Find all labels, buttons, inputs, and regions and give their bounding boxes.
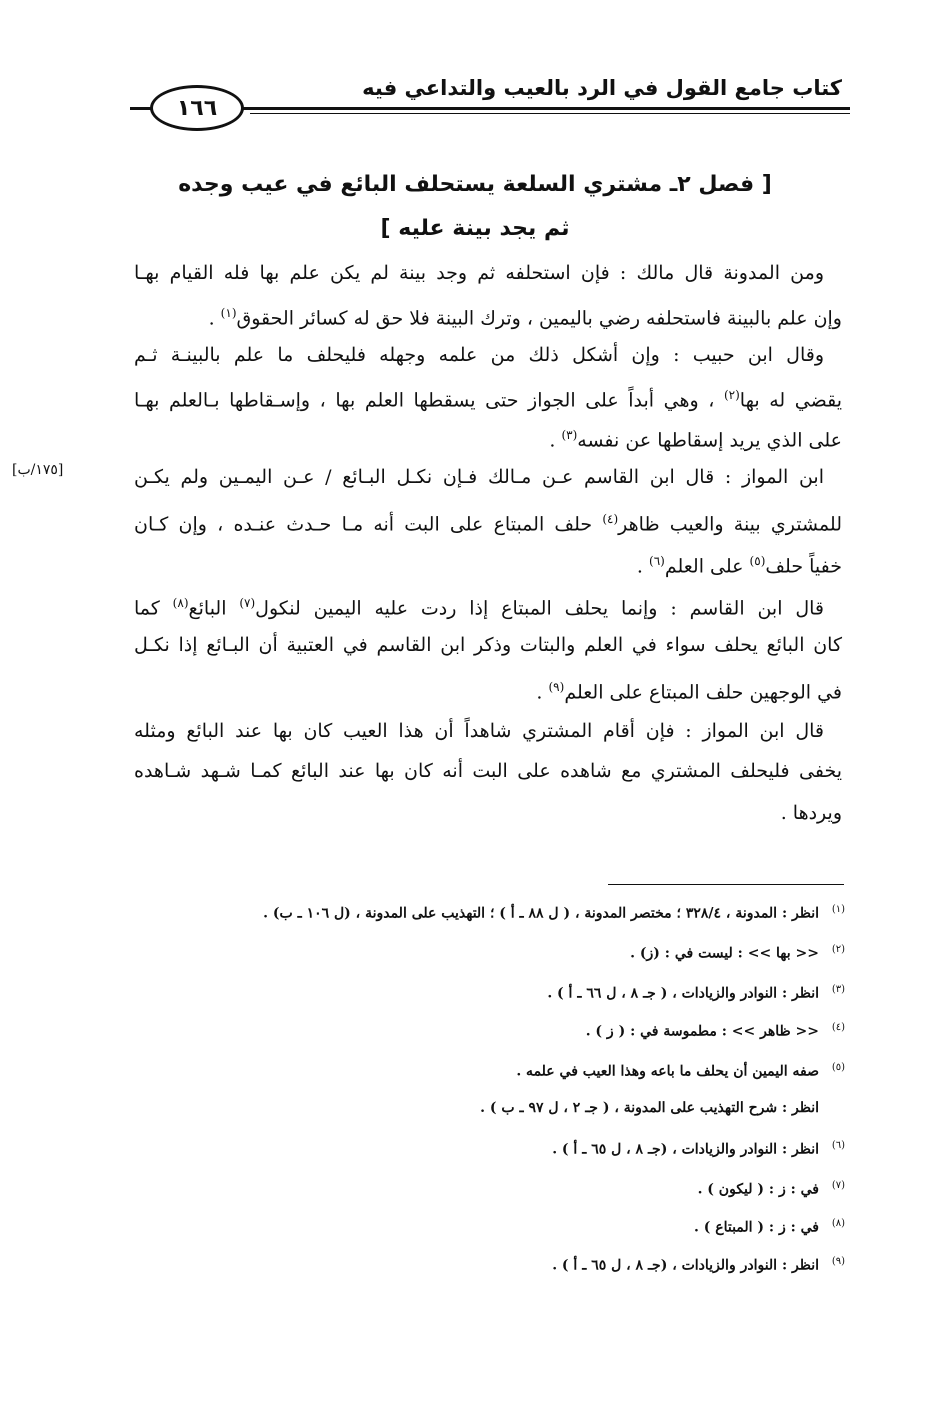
footnote-ref: (٤) bbox=[602, 512, 619, 526]
body-line: للمشتري بينة والعيب ظاهر$^{(٤)}$ حلف المبتاع على البت أنه مـا حـدث عنـده ، وإن كـان bbox=[134, 512, 842, 536]
footnote: (٢)<< بها >> : ليست في : (ز) . bbox=[630, 944, 845, 962]
body-line: وقال ابن حبيب : وإن أشكل ذلك من علمه وجهله فليحلف ما علم بالبينـة ثـم bbox=[134, 344, 824, 366]
footnote-number: (٥) bbox=[831, 1062, 845, 1073]
body-line: ومن المدونة قال مالك : فإن استحلفه ثم وجد بينة لم يكن علم بها فله القيام بهـا bbox=[134, 262, 824, 284]
footnote: (٩)انظر : النوادر والزيادات ، (جـ ٨ ، ل ٦٥ ـ أ ) . bbox=[552, 1256, 845, 1274]
body-line: ويردها . bbox=[780, 802, 842, 824]
body-line: يقضي له بها$^{(٢)}$ ، وهي أبداً على الجواز حتى يسقطها العلم بها ، وإسـقاطها بـالعلم بهـا bbox=[134, 388, 842, 412]
chapter-title-line-1: [ فصل ٢ـ مشتري السلعة يستحلف البائع في عيب وجده bbox=[178, 172, 772, 197]
chapter-title-line-2: ثم يجد بينة عليه ] bbox=[380, 216, 570, 241]
body-line: على الذي يريد إسقاطها عن نفسه$^{(٣)}$ . bbox=[549, 428, 842, 452]
header-rule-thin bbox=[250, 113, 850, 114]
footnote: (٥)صفه اليمين أن يحلف ما باعه وهذا العيب في علمه . bbox=[516, 1062, 845, 1080]
book-title: كتاب جامع القول في الرد بالعيب والتداعي فيه bbox=[362, 76, 842, 100]
footnote-ref: (٥) bbox=[749, 554, 766, 568]
footnote-ref: (٦) bbox=[649, 554, 665, 568]
footnote-number: (٨) bbox=[831, 1218, 845, 1229]
page-number: ١٦٦ bbox=[150, 85, 244, 131]
footnote-ref: (٩) bbox=[548, 680, 565, 694]
footnote: (٧)في : ز : ( ليكون ) . bbox=[697, 1180, 845, 1198]
body-line: قال ابن القاسم : وإنما يحلف المبتاع إذا ردت عليه اليمين لنكول$^{(٧)}$ البائع$^{(٨)}$ كما bbox=[134, 596, 824, 620]
body-line: خفياً حلف$^{(٥)}$ على العلم$^{(٦)}$ . bbox=[636, 554, 842, 578]
footnote-number: (٦) bbox=[831, 1140, 845, 1151]
footnote-ref: (٨) bbox=[172, 596, 189, 610]
body-line: ابن المواز : قال ابن القاسم عـن مـالك فـإن نكـل البـائع / عـن اليمـين ولم يكـن bbox=[134, 466, 824, 488]
footnote: (٤)<< ظاهر >> : مطموسة في : ( ز ) . bbox=[585, 1022, 845, 1040]
footnote-ref: (٢) bbox=[723, 388, 740, 402]
footnote-number: (٢) bbox=[831, 944, 845, 955]
footnote-separator bbox=[608, 884, 844, 885]
footnote-ref: (٣) bbox=[561, 428, 578, 442]
footnote-number: (٧) bbox=[831, 1180, 845, 1191]
footnote-ref: (١) bbox=[220, 306, 237, 320]
footnote: (٨)في : ز : ( المبتاع ) . bbox=[693, 1218, 845, 1236]
footnote: (١)انظر : المدونة ، ٣٢٨/٤ ؛ مختصر المدونة ، ( ل ٨٨ ـ أ ) ؛ التهذيب على المدونة ، (ل ١٠٦ ـ ب) . bbox=[263, 904, 845, 922]
manuscript-folio-marker: [١٧٥/ب] bbox=[12, 462, 64, 478]
footnote-number: (٣) bbox=[831, 984, 845, 995]
footnote: (٣)انظر : النوادر والزيادات ، ( جـ ٨ ، ل ٦٦ ـ أ ) . bbox=[547, 984, 845, 1002]
footnote-number: (٩) bbox=[831, 1256, 845, 1267]
footnote-ref: (٧) bbox=[239, 596, 256, 610]
running-header bbox=[130, 70, 850, 130]
body-line: في الوجهين حلف المبتاع على العلم$^{(٩)}$ . bbox=[536, 680, 842, 704]
body-line: وإن علم بالبينة فاستحلفه رضي باليمين ، وترك البينة فلا حق له كسائر الحقوق$^{(١)}$ . bbox=[208, 306, 842, 330]
footnote-number: (٤) bbox=[831, 1022, 845, 1033]
footnote: (٦)انظر : النوادر والزيادات ، (جـ ٨ ، ل ٦٥ ـ أ ) . bbox=[552, 1140, 845, 1158]
footnote: انظر : شرح التهذيب على المدونة ، ( جـ ٢ ، ل ٩٧ ـ ب ) . bbox=[480, 1100, 819, 1116]
body-line: قال ابن المواز : فإن أقام المشتري شاهداً أن هذا العيب كان بها عند البائع ومثله bbox=[134, 720, 824, 742]
body-line: كان البائع يحلف سواء في العلم والبتات وذكر ابن القاسم في العتبية أن البـائع إذا نكـل bbox=[134, 634, 842, 656]
footnote-number: (١) bbox=[831, 904, 845, 915]
body-line: يخفى فليحلف المشتري مع شاهده على البت أنه كان بها عند البائع كمـا شـهد شـاهده bbox=[134, 760, 842, 782]
